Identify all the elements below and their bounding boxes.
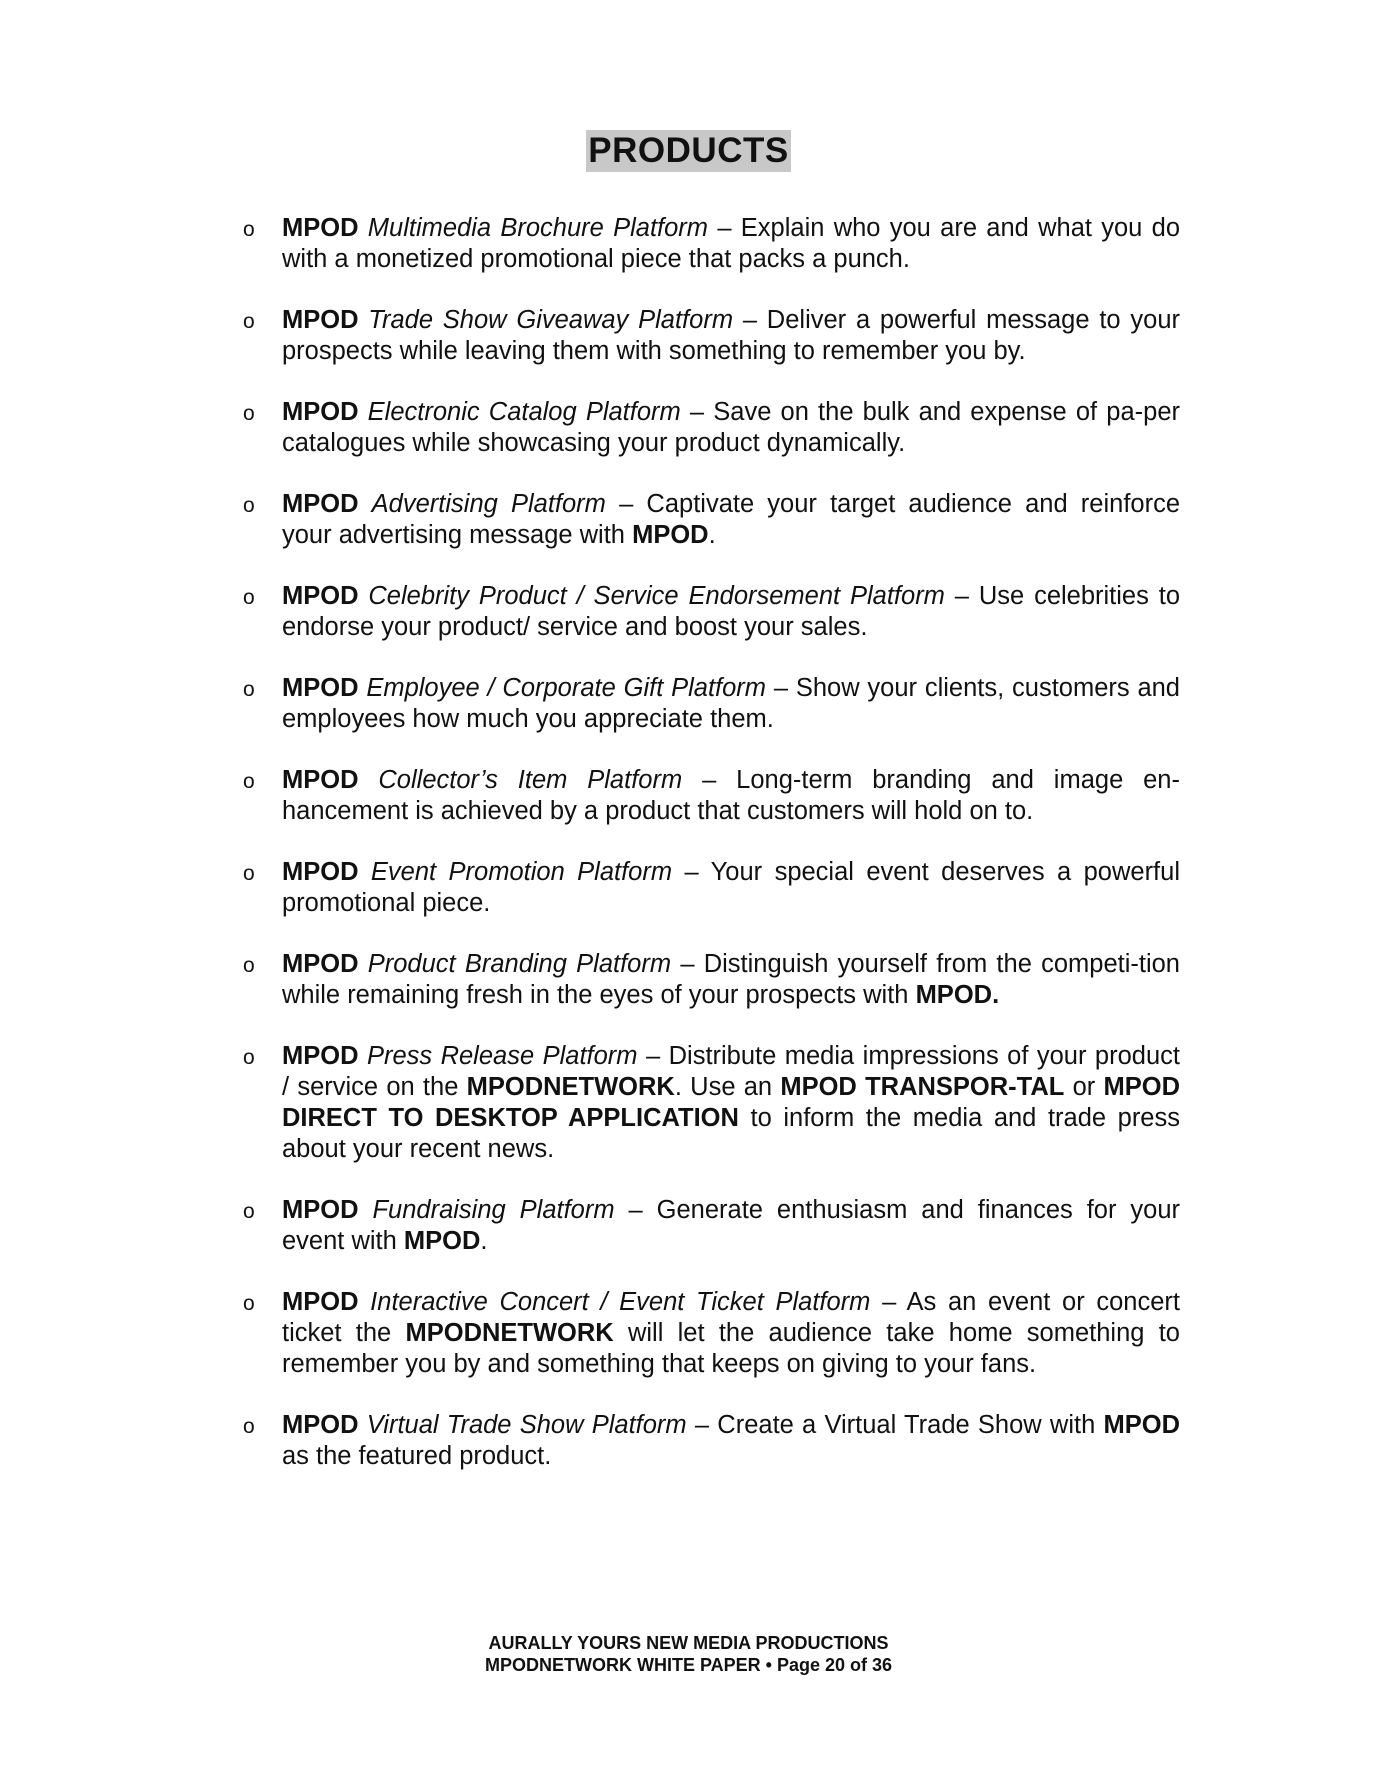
product-list — [238, 213, 1180, 1502]
description-text: – Distinguish yourself from the competi-tion while remaining fresh in the eyes of your prospects with — [282, 950, 1180, 1009]
bullet-icon: o — [243, 218, 255, 241]
bold-text: MPOD — [282, 398, 359, 426]
product-list-item — [238, 581, 1180, 643]
description-text — [359, 1411, 367, 1439]
product-list-item — [238, 949, 1180, 1011]
platform-name: Fundraising Platform — [372, 1196, 615, 1224]
description-text: as the featured product. — [282, 1442, 552, 1470]
description-text: – Captivate your target audience and reinforce your advertising message with — [282, 490, 1181, 549]
description-text: . — [480, 1227, 488, 1255]
bold-text: MPOD — [282, 1411, 359, 1439]
product-list-item — [238, 857, 1180, 919]
description-text — [359, 398, 368, 426]
bullet-icon: o — [243, 310, 255, 333]
bullet-icon: o — [243, 586, 255, 609]
description-text: will let the audience take home something to remember you by and something that keeps on giving to your fans. — [282, 1319, 1180, 1378]
product-list-item — [238, 673, 1180, 735]
bullet-icon: o — [243, 1415, 255, 1438]
bullet-icon: o — [243, 1200, 255, 1223]
bold-text: MPOD — [282, 766, 359, 794]
bullet-icon: o — [243, 954, 255, 977]
product-list-item — [238, 765, 1180, 827]
platform-name: Product Branding Platform — [367, 950, 672, 978]
bold-text: MPOD — [1103, 1411, 1180, 1439]
platform-name: Employee / Corporate Gift Platform — [366, 674, 767, 702]
bullet-icon: o — [243, 494, 255, 517]
product-list-item — [238, 1041, 1180, 1165]
bold-text: MPOD DIRECT TO DESKTOP APPLICATION — [282, 1073, 1180, 1132]
platform-name: Electronic Catalog Platform — [367, 398, 681, 426]
platform-name: Collector’s Item Platform — [378, 766, 683, 794]
bold-text: MPOD — [282, 214, 359, 242]
bold-text: MPODNETWORK — [466, 1073, 675, 1101]
description-text: – Create a Virtual Trade Show with — [686, 1411, 1104, 1439]
bold-text: MPOD — [403, 1227, 481, 1255]
description-text — [359, 1042, 367, 1070]
product-list-item — [238, 1410, 1180, 1472]
product-list-item — [238, 1287, 1180, 1380]
bold-text: MPODNETWORK — [405, 1319, 614, 1347]
product-list-item — [238, 1195, 1180, 1257]
product-list-item — [238, 397, 1180, 459]
bold-text: MPOD — [282, 490, 359, 518]
description-text: to inform the media and trade press about your recent news. — [282, 1104, 1180, 1163]
page-title: PRODUCTS — [588, 131, 789, 170]
description-text — [359, 214, 368, 242]
description-text — [359, 1288, 371, 1316]
platform-name: Advertising Platform — [371, 490, 606, 518]
bold-text: MPOD — [282, 674, 359, 702]
bullet-icon: o — [243, 862, 255, 885]
description-text — [359, 582, 369, 610]
description-text: – Generate enthusiasm and finances for your event with — [282, 1196, 1181, 1255]
product-list-item — [238, 213, 1180, 275]
bullet-icon: o — [243, 678, 255, 701]
description-text: – Deliver a powerful message to your prospects while leaving them with something to remember you by. — [282, 306, 1180, 365]
description-text — [359, 858, 371, 886]
platform-name: Multimedia Brochure Platform — [367, 214, 709, 242]
platform-name: Event Promotion Platform — [370, 858, 673, 886]
title-container — [0, 130, 1377, 172]
description-text: – Distribute media impressions of your product / service on the — [282, 1042, 1180, 1101]
bold-text: MPOD — [282, 858, 359, 886]
bold-text: MPOD. — [915, 981, 1000, 1009]
bold-text: MPOD — [282, 306, 359, 334]
description-text: or — [1064, 1073, 1104, 1101]
bold-text: MPOD — [282, 1196, 359, 1224]
description-text: – Your special event deserves a powerful promotional piece. — [282, 858, 1180, 917]
platform-name: Celebrity Product / Service Endorsement Platform — [368, 582, 945, 610]
bullet-icon: o — [243, 1046, 255, 1069]
bold-text: MPOD TRANSPOR-TAL — [780, 1073, 1065, 1101]
description-text: . — [708, 521, 716, 549]
bold-text: MPOD — [632, 521, 709, 549]
page-footer — [0, 1632, 1377, 1676]
description-text — [359, 950, 368, 978]
product-list-item — [238, 305, 1180, 367]
description-text: – Save on the bulk and expense of pa-per catalogues while showcasing your product dynamically. — [282, 398, 1180, 457]
bullet-icon: o — [243, 770, 255, 793]
footer-company: AURALLY YOURS NEW MEDIA PRODUCTIONS — [488, 1633, 889, 1653]
description-text: – Explain who you are and what you do with a monetized promotional piece that packs a punch. — [282, 214, 1180, 273]
description-text: – Long-term branding and image en-hancement is achieved by a product that customers will hold on to. — [282, 766, 1180, 825]
footer-page-info: MPODNETWORK WHITE PAPER • Page 20 of 36 — [484, 1655, 893, 1675]
product-list-item — [238, 489, 1180, 551]
platform-name: Interactive Concert / Event Ticket Platform — [370, 1288, 871, 1316]
description-text: . Use an — [674, 1073, 781, 1101]
bullet-icon: o — [243, 402, 255, 425]
bold-text: MPOD — [282, 1288, 359, 1316]
platform-name: Virtual Trade Show Platform — [366, 1411, 687, 1439]
bullet-icon: o — [243, 1292, 255, 1315]
description-text: – As an event or concert ticket the — [282, 1288, 1180, 1347]
bold-text: MPOD — [282, 582, 359, 610]
platform-name: Trade Show Giveaway Platform — [368, 306, 734, 334]
description-text — [359, 1196, 373, 1224]
bold-text: MPOD — [282, 950, 359, 978]
description-text — [359, 766, 379, 794]
description-text: – Show your clients, customers and employees how much you appreciate them. — [282, 674, 1180, 733]
platform-name: Press Release Platform — [366, 1042, 638, 1070]
description-text: – Use celebrities to endorse your product/ service and boost your sales. — [282, 582, 1180, 641]
description-text — [359, 306, 369, 334]
description-text — [359, 490, 372, 518]
bold-text: MPOD — [282, 1042, 359, 1070]
